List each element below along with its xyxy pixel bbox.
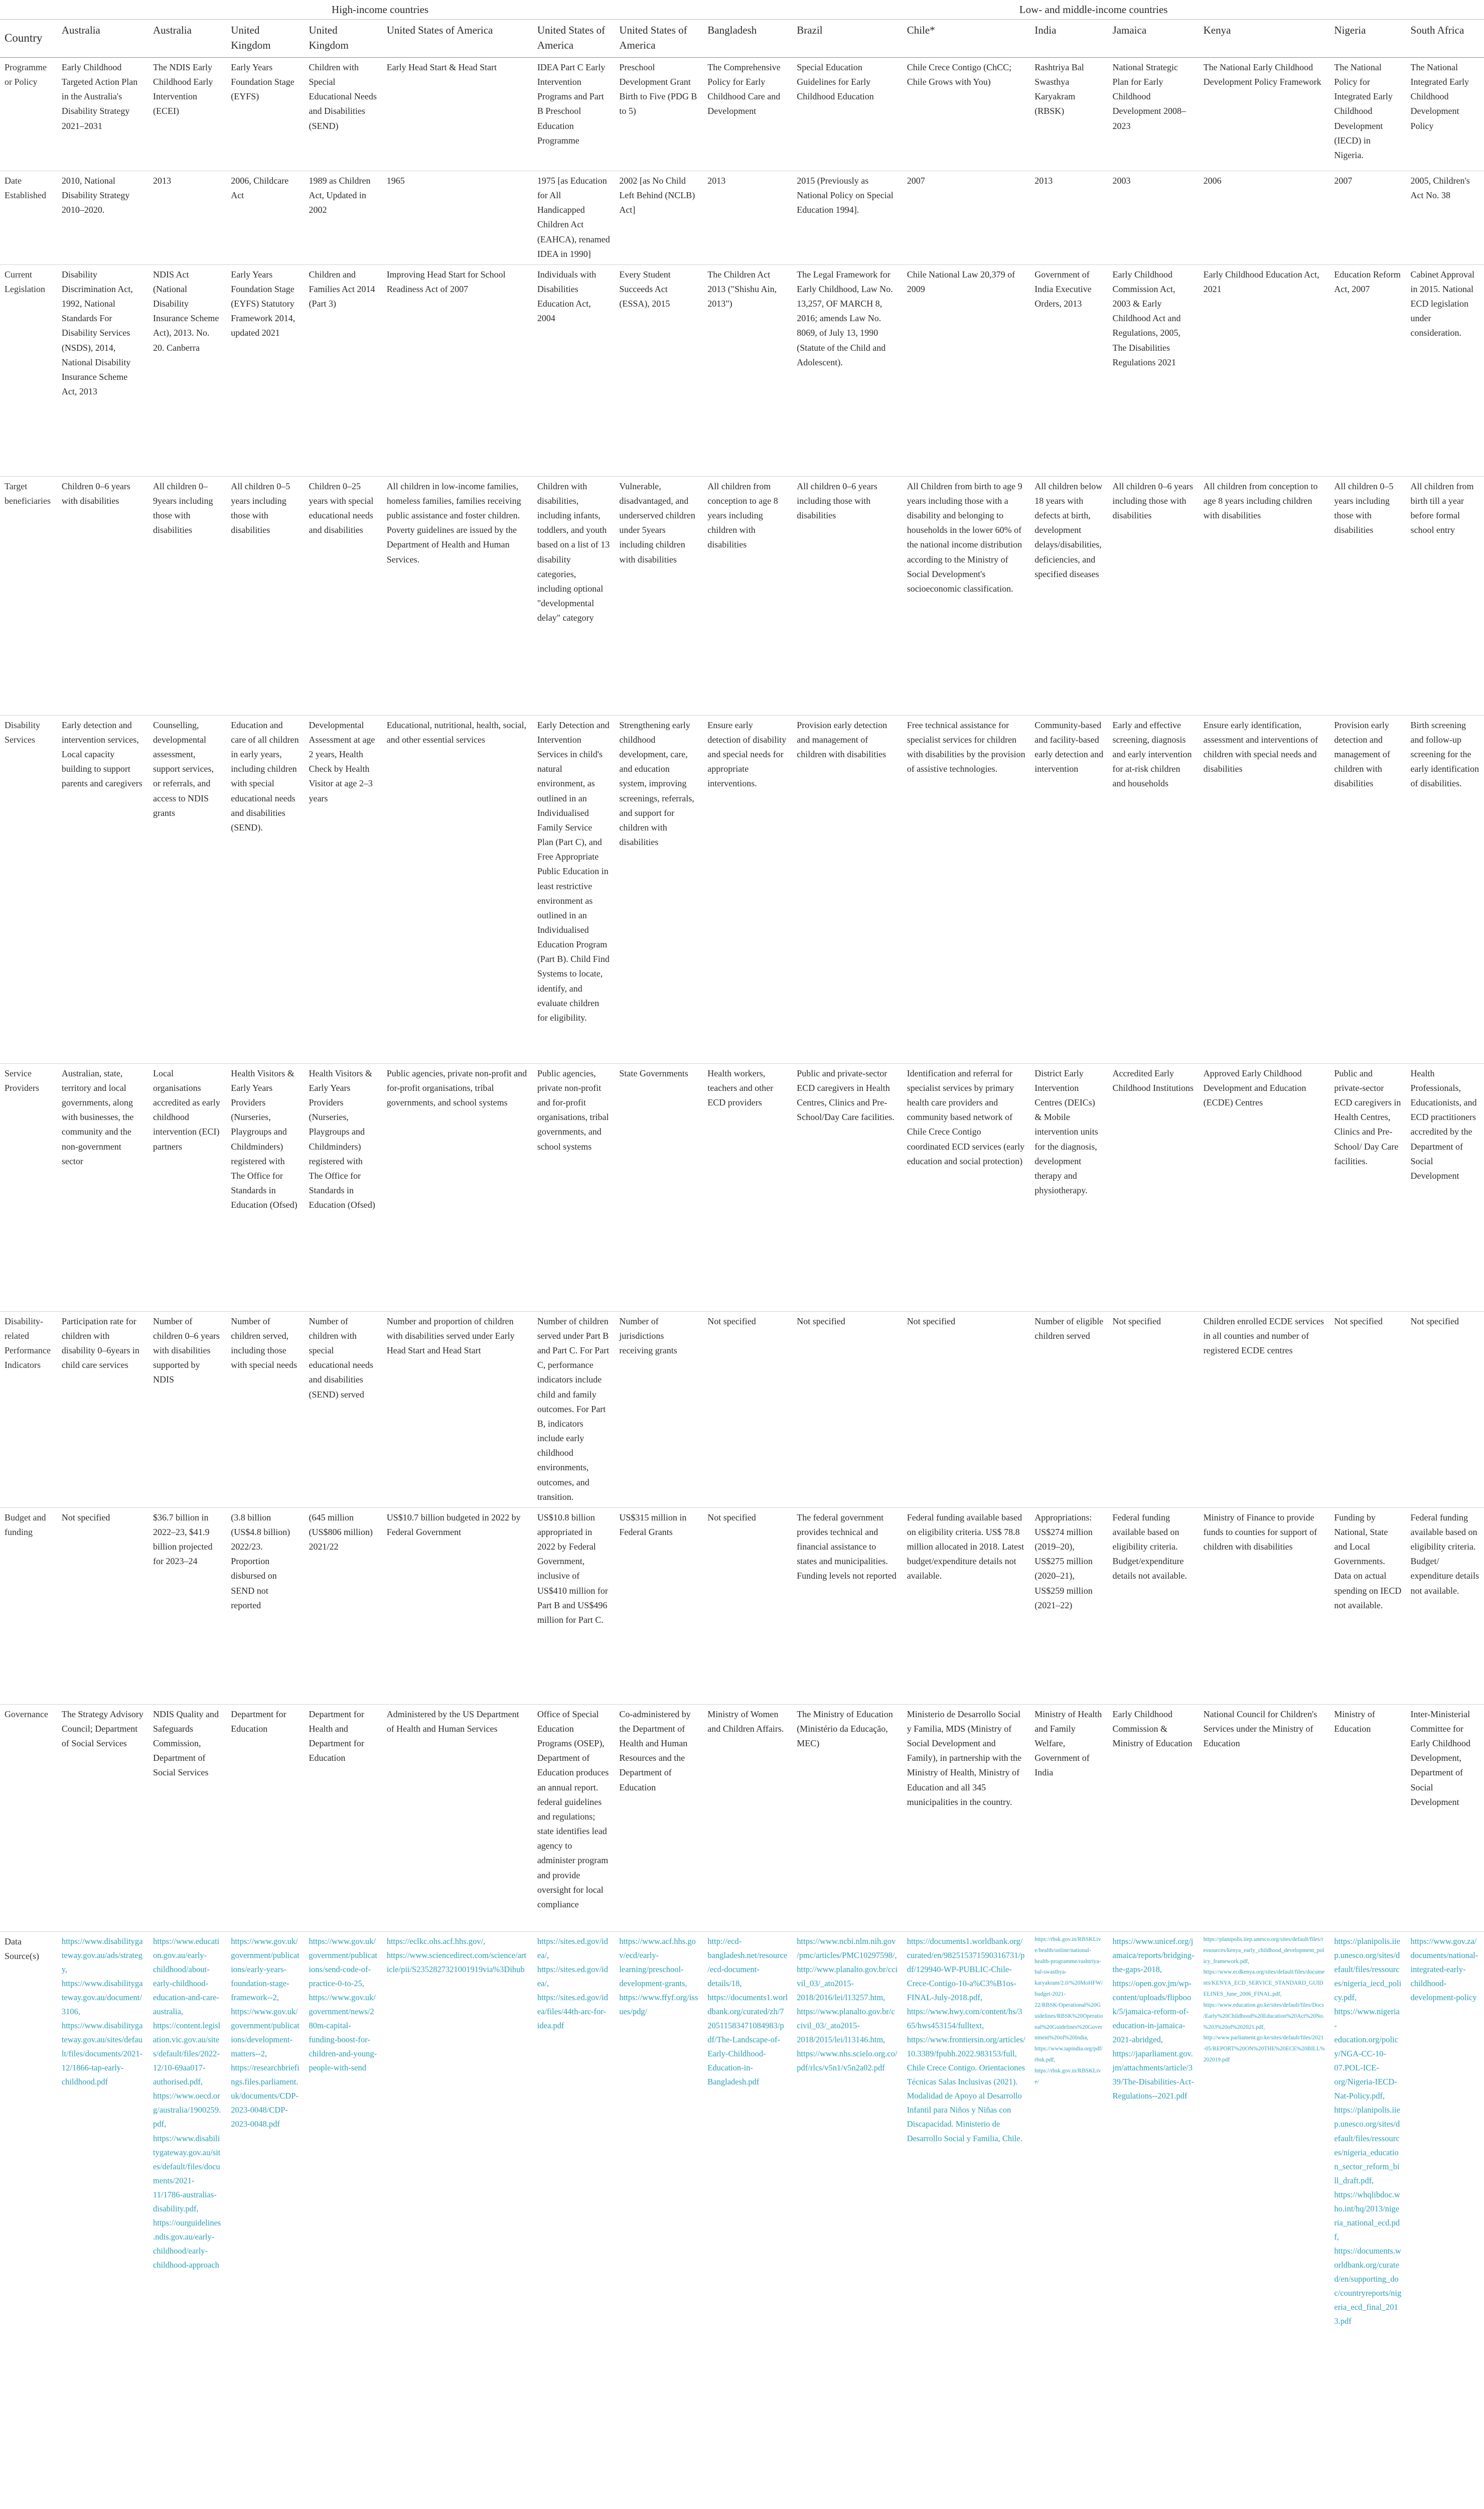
column-header: South Africa [1406, 20, 1484, 58]
table-cell: Strengthening early childhood development, care, and education system, improving screenings, referrals, and support for children with disabilities [615, 715, 703, 1063]
table-cell: Public and private-sector ECD caregivers in Health Centres, Clinics and Pre-School/Day Care facilities. [792, 1063, 902, 1311]
table-cell: Early Childhood Commission Act, 2003 & Early Childhood Act and Regulations, 2005, The Disabilities Regulations 2021 [1108, 264, 1199, 476]
source-links-cell[interactable]: https://www.gov.za/documents/national-integrated-early-childhood-development-policy [1406, 1931, 1484, 2509]
column-header: Australia [57, 20, 149, 58]
table-cell: Vulnerable, disadvantaged, and underserved children under 5years including children with disabilities [615, 476, 703, 715]
table-cell: Early detection and intervention services, Local capacity building to support parents and caregivers [57, 715, 149, 1063]
source-links-cell[interactable]: http://ecd-bangladesh.net/resource/ecd-document-details/18, https://documents1.worldbank.org/curated/zh/720511583471084983/pdf/The-Landscape-of-Early-Childhood-Education-in-Bangladesh.pdf [703, 1931, 792, 2509]
table-cell: US$315 million in Federal Grants [615, 1507, 703, 1704]
column-header: Kenya [1199, 20, 1330, 58]
table-row [0, 1931, 1484, 2509]
table-cell: Government of India Executive Orders, 2013 [1030, 264, 1108, 476]
table-cell: Appropriations: US$274 million (2019–20), US$275 million (2020–21), US$259 million (2021–22) [1030, 1507, 1108, 1704]
table-cell: All children 0–9years including those with disabilities [149, 476, 226, 715]
table-cell: 1975 [as Education for All Handicapped Children Act (EAHCA), renamed IDEA in 1990] [533, 171, 615, 264]
table-cell: Funding by National, State and Local Governments. Data on actual spending on IECD not available. [1329, 1507, 1406, 1704]
table-cell: 2007 [1329, 171, 1406, 264]
table-row [0, 1063, 1484, 1311]
table-cell: Not specified [792, 1311, 902, 1507]
table-cell: Public agencies, private non-profit and for-profit organisations, tribal governments, and school systems [533, 1063, 615, 1311]
table-cell: Children with disabilities, including infants, toddlers, and youth based on a list of 13 disability categories, including optional "developmental delay" category [533, 476, 615, 715]
table-cell: Administered by the US Department of Health and Human Services [382, 1704, 533, 1931]
row-label: Data Source(s) [0, 1931, 57, 2509]
table-cell: Australian, state, territory and local governments, along with businesses, the community and the non-government sector [57, 1063, 149, 1311]
table-cell: Children and Families Act 2014 (Part 3) [304, 264, 382, 476]
row-label: Budget and funding [0, 1507, 57, 1704]
table-row [0, 476, 1484, 715]
table-cell: Department for Health and Department for Education [304, 1704, 382, 1931]
table-cell: Education Reform Act, 2007 [1329, 264, 1406, 476]
table-cell: Not specified [1406, 1311, 1484, 1507]
table-cell: Early Detection and Intervention Services in child's natural environment, as outlined in an Individualised Family Service Plan (Part C), and Free Appropriate Public Education in least restrictive environment as outlined in an Individualised Education Program (Part B). Child Find Systems to locate, identify, and evaluate children for eligibility. [533, 715, 615, 1063]
table-cell: Chile Crece Contigo (ChCC; Chile Grows with You) [903, 57, 1030, 171]
table-cell: District Early Intervention Centres (DEICs) & Mobile intervention units for the diagnosis, development therapy and physiotherapy. [1030, 1063, 1108, 1311]
table-cell: (3.8 billion (US$4.8 billion) 2022/23. Proportion disbursed on SEND not reported [226, 1507, 304, 1704]
table-cell: All children 0–5 years including those with disabilities [1329, 476, 1406, 715]
table-cell: Children with Special Educational Needs and Disabilities (SEND) [304, 57, 382, 171]
table-cell: Health workers, teachers and other ECD providers [703, 1063, 792, 1311]
table-cell: Provision early detection and management of children with disabilities [1329, 715, 1406, 1063]
column-header: United States of America [382, 20, 533, 58]
table-cell: Number of children served under Part B and Part C. For Part C, performance indicators include child and family outcomes. For Part B, indicators include early childhood environments, outcomes, and transition. [533, 1311, 615, 1507]
row-label: Date Established [0, 171, 57, 264]
table-cell: Number of children served, including those with special needs [226, 1311, 304, 1507]
table-cell: Number and proportion of children with disabilities served under Early Head Start and Head Start [382, 1311, 533, 1507]
table-cell: Early Childhood Commission & Ministry of Education [1108, 1704, 1199, 1931]
table-row [0, 715, 1484, 1063]
row-label: Programme or Policy [0, 57, 57, 171]
table-cell: All children in low-income families, homeless families, families receiving public assistance and foster children. Poverty guidelines are issued by the Department of Health and Human Services. [382, 476, 533, 715]
source-links-cell[interactable]: https://sites.ed.gov/idea/, https://sites.ed.gov/idea/, https://sites.ed.gov/idea/files/44th-arc-for-idea.pdf [533, 1931, 615, 2509]
table-cell: The Children Act 2013 ("Shishu Ain, 2013") [703, 264, 792, 476]
source-links-cell[interactable]: https://www.acf.hhs.gov/ecd/early-learning/preschool-development-grants, https://www.ffyf.org/issues/pdg/ [615, 1931, 703, 2509]
column-header: Nigeria [1329, 20, 1406, 58]
table-cell: Individuals with Disabilities Education Act, 2004 [533, 264, 615, 476]
table-cell: Health Visitors & Early Years Providers (Nurseries, Playgroups and Childminders) registered with The Office for Standards in Education (Ofsed) [226, 1063, 304, 1311]
table-cell: Number of eligible children served [1030, 1311, 1108, 1507]
table-cell: Not specified [1108, 1311, 1199, 1507]
row-label: Current Legislation [0, 264, 57, 476]
table-cell: Disability Discrimination Act, 1992, National Standards For Disability Services (NSDS), 2014, National Disability Insurance Scheme Act, 2013 [57, 264, 149, 476]
source-links-cell[interactable]: https://planipolis.iiep.unesco.org/sites/default/files/ressources/nigeria_iecd_policy.pdf, https://www.nigeria-education.org/policy/NGA-CC-10-07.POL-ICE-org/Nigeria-IECD-Nat-Policy.pdf, https://planipolis.iiep.unesco.org/sites/default/files/ressources/nigeria_education_sector_reform_bill_draft.pdf, https://whqlibdoc.who.int/hq/2013/nigeria_national_ecd.pdf, https://documents.worldbank.org/curated/en/supporting_doc/countryreports/nigeria_ecd_final_2013.pdf [1329, 1931, 1406, 2509]
table-cell: 2013 [1030, 171, 1108, 264]
row-label: Disability-related Performance Indicators [0, 1311, 57, 1507]
table-cell: IDEA Part C Early Intervention Programs and Part B Preschool Education Programme [533, 57, 615, 171]
table-row [0, 1311, 1484, 1507]
table-cell: 2003 [1108, 171, 1199, 264]
row-label: Target beneficiaries [0, 476, 57, 715]
table-cell: The National Integrated Early Childhood Development Policy [1406, 57, 1484, 171]
column-header: India [1030, 20, 1108, 58]
table-row [0, 1507, 1484, 1704]
table-cell: The Comprehensive Policy for Early Childhood Care and Development [703, 57, 792, 171]
table-cell: All children from conception to age 8 years including children with disabilities [1199, 476, 1330, 715]
table-cell: Local organisations accredited as early childhood intervention (ECI) partners [149, 1063, 226, 1311]
table-cell: 2006 [1199, 171, 1330, 264]
table-row [0, 1704, 1484, 1931]
table-cell: NDIS Act (National Disability Insurance Scheme Act), 2013. No. 20. Canberra [149, 264, 226, 476]
source-links-cell[interactable]: https://documents1.worldbank.org/curated/en/982515371590316731/pdf/129940-WP-PUBLIC-Chile-Crece-Contigo-10-a%C3%B1os-FINAL-July-2018.pdf, https://www.hwy.com/content/hs/365/hws453154/fulltext, https://www.frontiersin.org/articles/10.3389/fpubh.2022.983153/full, Chile Crece Contigo. Orientaciones Técnicas Salas Inclusivas (2021). Modalidad de Apoyo al Desarrollo Infantil para Niños y Niñas con Discapacidad. Ministerio de Desarrollo Social y Familia, Chile. [903, 1931, 1030, 2509]
table-cell: Federal funding available based on eligibility criteria. Budget/ expenditure details not available. [1406, 1507, 1484, 1704]
table-cell: $36.7 billion in 2022–23, $41.9 billion projected for 2023–24 [149, 1507, 226, 1704]
table-cell: Ministry of Women and Children Affairs. [703, 1704, 792, 1931]
source-links-cell[interactable]: https://www.gov.uk/government/publications/early-years-foundation-stage-framework--2, https://www.gov.uk/government/publications/development-matters--2, https://researchbriefings.files.parliament.uk/documents/CDP-2023-0048/CDP-2023-0048.pdf [226, 1931, 304, 2509]
table-cell: Ministry of Health and Family Welfare, Government of India [1030, 1704, 1108, 1931]
table-cell: The NDIS Early Childhood Early Intervention (ECEI) [149, 57, 226, 171]
table-cell: Early and effective screening, diagnosis and early intervention for at-risk children and households [1108, 715, 1199, 1063]
table-cell: Not specified [703, 1507, 792, 1704]
source-links-cell[interactable]: https://planipolis.iiep.unesco.org/sites/default/files/ressources/kenya_early_childhood_development_policy_framework.pdf, https://www.ecdkenya.org/sites/default/files/documents/KENYA_ECD_SERVICE_STANDARD_GUIDELINES_June_2006_FINAL.pdf, https://www.education.go.ke/sites/default/files/Docs/Early%20Childhood%20Education%20Act%20No.%203%20of%202021.pdf, http://www.parliament.go.ke/sites/default/files/2021-05/REPORT%20ON%20THE%20ECE%20BILL%202019.pdf [1199, 1931, 1330, 2509]
table-cell: Improving Head Start for School Readiness Act of 2007 [382, 264, 533, 476]
table-cell: Office of Special Education Programs (OSEP), Department of Education produces an annual report. federal guidelines and regulations; state identifies lead agency to administer program and provide oversight for local compliance [533, 1704, 615, 1931]
table-cell: National Strategic Plan for Early Childhood Development 2008–2023 [1108, 57, 1199, 171]
table-cell: Approved Early Childhood Development and Education (ECDE) Centres [1199, 1063, 1330, 1311]
table-cell: Every Student Succeeds Act (ESSA), 2015 [615, 264, 703, 476]
table-cell: Chile National Law 20,379 of 2009 [903, 264, 1030, 476]
table-cell: Preschool Development Grant Birth to Five (PDG B to 5) [615, 57, 703, 171]
table-cell: All children from conception to age 8 years including children with disabilities [703, 476, 792, 715]
table-row [0, 264, 1484, 476]
column-header: Bangladesh [703, 20, 792, 58]
table-cell: US$10.8 billion appropriated in 2022 by Federal Government, inclusive of US$410 million for Part B and US$496 million for Part C. [533, 1507, 615, 1704]
table-cell: Ensure early detection of disability and special needs for appropriate interventions. [703, 715, 792, 1063]
column-header: Jamaica [1108, 20, 1199, 58]
table-cell: Not specified [1329, 1311, 1406, 1507]
table-cell: Ensure early identification, assessment and interventions of children with special needs and disabilities [1199, 715, 1330, 1063]
table-cell: Education and care of all children in early years, including children with special educational needs and disabilities (SEND). [226, 715, 304, 1063]
group-blank [0, 0, 57, 20]
table-cell: The National Early Childhood Development Policy Framework [1199, 57, 1330, 171]
table-cell: Department for Education [226, 1704, 304, 1931]
source-links-cell[interactable]: https://www.unicef.org/jamaica/reports/bridging-the-gaps-2018, https://open.gov.jm/wp-content/uploads/flipbook/5/jamaica-reform-of-education-in-jamaica-2021-abridged, https://japarliament.gov.jm/attachments/article/339/The-Disabilities-Act-Regulations--2021.pdf [1108, 1931, 1199, 2509]
table-cell: 2010, National Disability Strategy 2010–2020. [57, 171, 149, 264]
table-cell: 2013 [149, 171, 226, 264]
table-row [0, 57, 1484, 171]
table-cell: Identification and referral for specialist services by primary health care providers and community based network of Chile Crece Contigo coordinated ECD services (early education and social protection) [903, 1063, 1030, 1311]
table-cell: Public and private-sector ECD caregivers in Health Centres, Clinics and Pre- School/ Day Care facilities. [1329, 1063, 1406, 1311]
source-links-cell[interactable]: https://eclkc.ohs.acf.hhs.gov/, https://www.sciencedirect.com/science/article/pii/S2352827321001919via%3Dihub [382, 1931, 533, 2509]
column-header-row [0, 20, 1484, 58]
table-cell: Ministerio de Desarrollo Social y Familia, MDS (Ministry of Social Development and Family), in partnership with the Ministry of Health, Ministry of Education and all 345 municipalities in the country. [903, 1704, 1030, 1931]
column-header: Brazil [792, 20, 902, 58]
source-links-cell[interactable]: https://www.gov.uk/government/publications/send-code-of-practice-0-to-25, https://www.gov.uk/government/news/280m-capital-funding-boost-for-children-and-young-people-with-send [304, 1931, 382, 2509]
table-cell: The Ministry of Education (Ministério da Educação, MEC) [792, 1704, 902, 1931]
table-cell: All children 0–5 years including those with disabilities [226, 476, 304, 715]
column-header: Chile* [903, 20, 1030, 58]
table-row [0, 171, 1484, 264]
table-cell: Co-administered by the Department of Health and Human Resources and the Department of Education [615, 1704, 703, 1931]
table-cell: Free technical assistance for specialist services for children with disabilities by the provision of assistive technologies. [903, 715, 1030, 1063]
table-cell: Early Years Foundation Stage (EYFS) [226, 57, 304, 171]
table-body [0, 57, 1484, 2509]
source-links-cell[interactable]: https://rbsk.gov.in/RBSKLive/health/online/national-health-programme/rashtriya-bal-swasthya-karyakram/2.0/%20MoHFW/budget-2021-22/RBSK/Operational%20Guidelines/RBSK%20Operational%20Guidelines%20Government%20of%20India, https://www.iapindia.org/pdf/rbsk.pdf, https://rbsk.gov.in/RBSKLive/ [1030, 1931, 1108, 2509]
table-cell: National Council for Children's Services under the Ministry of Education [1199, 1704, 1330, 1931]
table-cell: The federal government provides technical and financial assistance to states and municipalities. Funding levels not reported [792, 1507, 902, 1704]
table-cell: (645 million (US$806 million) 2021/22 [304, 1507, 382, 1704]
table-cell: All children below 18 years with defects at birth, development delays/disabilities, deficiencies, and specified diseases [1030, 476, 1108, 715]
table-cell: Number of children 0–6 years with disabilities supported by NDIS [149, 1311, 226, 1507]
group-header-row [0, 0, 1484, 20]
table-cell: Early Childhood Targeted Action Plan in the Australia's Disability Strategy 2021–2031 [57, 57, 149, 171]
row-label: Disability Services [0, 715, 57, 1063]
row-label: Service Providers [0, 1063, 57, 1311]
table-cell: Not specified [703, 1311, 792, 1507]
table-cell: All children 0–6 years including those with disabilities [1108, 476, 1199, 715]
table-cell: Number of children with special educational needs and disabilities (SEND) served [304, 1311, 382, 1507]
table-cell: Rashtriya Bal Swasthya Karyakram (RBSK) [1030, 57, 1108, 171]
table-cell: Early Childhood Education Act, 2021 [1199, 264, 1330, 476]
table-cell: Birth screening and follow-up screening for the early identification of disabilities. [1406, 715, 1484, 1063]
table-cell: Educational, nutritional, health, social, and other essential services [382, 715, 533, 1063]
column-header: United Kingdom [304, 20, 382, 58]
table-cell: 2005, Children's Act No. 38 [1406, 171, 1484, 264]
source-links-cell[interactable]: https://www.ncbi.nlm.nih.gov/pmc/articles/PMC10297598/, http://www.planalto.gov.br/ccivil_03/_ato2015-2018/2016/lei/l13257.htm, https://www.planalto.gov.br/ccivil_03/_ato2015-2018/2015/lei/l13146.htm, https://www.nhs.scielo.org.co/pdf/rlcs/v5n1/v5n2a02.pdf [792, 1931, 902, 2509]
column-header-country: Country [0, 20, 57, 58]
table-cell: Not specified [57, 1507, 149, 1704]
table-cell: Early Years Foundation Stage (EYFS) Statutory Framework 2014, updated 2021 [226, 264, 304, 476]
table-cell: Federal funding available based on eligibility criteria. US$ 78.8 million allocated in 2018. Latest budget/expenditure details not available. [903, 1507, 1030, 1704]
table-cell: Number of jurisdictions receiving grants [615, 1311, 703, 1507]
table-cell: Health Professionals, Educationists, and ECD practitioners accredited by the Department of Social Development [1406, 1063, 1484, 1311]
table-cell: All Children from birth to age 9 years including those with a disability and belonging to households in the lower 60% of the national income distribution according to the Ministry of Social Development's socioeconomic classification. [903, 476, 1030, 715]
table-cell: Special Education Guidelines for Early Childhood Education [792, 57, 902, 171]
table-cell: All children from birth till a year before formal school entry [1406, 476, 1484, 715]
table-cell: Children enrolled ECDE services in all counties and number of registered ECDE centres [1199, 1311, 1330, 1507]
table-cell: Accredited Early Childhood Institutions [1108, 1063, 1199, 1311]
table-cell: 2007 [903, 171, 1030, 264]
table-cell: NDIS Quality and Safeguards Commission, Department of Social Services [149, 1704, 226, 1931]
table-cell: Public agencies, private non-profit and for-profit organisations, tribal governments, and school systems [382, 1063, 533, 1311]
table-cell: 2002 [as No Child Left Behind (NCLB) Act] [615, 171, 703, 264]
table-cell: 2006, Childcare Act [226, 171, 304, 264]
table-cell: Not specified [903, 1311, 1030, 1507]
table-cell: All children 0–6 years including those with disabilities [792, 476, 902, 715]
group-low-middle-income: Low- and middle-income countries [703, 0, 1484, 20]
table-cell: Ministry of Education [1329, 1704, 1406, 1931]
table-cell: Children 0–6 years with disabilities [57, 476, 149, 715]
group-high-income: High-income countries [57, 0, 703, 20]
table-cell: The National Policy for Integrated Early Childhood Development (IECD) in Nigeria. [1329, 57, 1406, 171]
table-cell: 2015 (Previously as National Policy on Special Education 1994]. [792, 171, 902, 264]
table-cell: The Strategy Advisory Council; Department of Social Services [57, 1704, 149, 1931]
table-cell: Provision early detection and management of children with disabilities [792, 715, 902, 1063]
table-cell: Federal funding available based on eligibility criteria. Budget/expenditure details not available. [1108, 1507, 1199, 1704]
table-cell: Developmental Assessment at age 2 years, Health Check by Health Visitor at age 2–3 years [304, 715, 382, 1063]
row-label: Governance [0, 1704, 57, 1931]
column-header: United States of America [615, 20, 703, 58]
table-cell: Participation rate for children with disability 0–6years in child care services [57, 1311, 149, 1507]
table-cell: 1965 [382, 171, 533, 264]
table-cell: The Legal Framework for Early Childhood, Law No. 13,257, OF MARCH 8, 2016; amends Law No. 8069, of July 13, 1990 (Statute of the Child and Adolescent). [792, 264, 902, 476]
table-cell: Children 0–25 years with special educational needs and disabilities [304, 476, 382, 715]
table-cell: Inter-Ministerial Committee for Early Childhood Development, Department of Social Development [1406, 1704, 1484, 1931]
table-cell: Counselling, developmental assessment, support services, or referrals, and access to NDIS grants [149, 715, 226, 1063]
column-header: Australia [149, 20, 226, 58]
column-header: United Kingdom [226, 20, 304, 58]
table-cell: 1989 as Children Act, Updated in 2002 [304, 171, 382, 264]
table-cell: US$10.7 billion budgeted in 2022 by Federal Government [382, 1507, 533, 1704]
table-cell: Cabinet Approval in 2015. National ECD legislation under consideration. [1406, 264, 1484, 476]
table-cell: State Governments [615, 1063, 703, 1311]
source-links-cell[interactable]: https://www.disabilitygateway.gov.au/ads/strategy, https://www.disabilitygateway.gov.au/document/3106, https://www.disabilitygateway.gov.au/sites/default/files/documents/2021-12/1866-tap-early-childhood.pdf [57, 1931, 149, 2509]
source-links-cell[interactable]: https://www.education.gov.au/early-childhood/about-early-childhood-education-and-care-australia, https://content.legislation.vic.gov.au/sites/default/files/2022-12/10-69aa017-authorised.pdf, https://www.oecd.org/australia/1900259.pdf, https://www.disabilitygateway.gov.au/sites/default/files/documents/2021-11/1786-australias-disability.pdf, https://ourguidelines.ndis.gov.au/early-childhood/early-childhood-approach [149, 1931, 226, 2509]
table-cell: Health Visitors & Early Years Providers (Nurseries, Playgroups and Childminders) registered with The Office for Standards in Education (Ofsed) [304, 1063, 382, 1311]
table-cell: 2013 [703, 171, 792, 264]
table-cell: Early Head Start & Head Start [382, 57, 533, 171]
table-cell: Ministry of Finance to provide funds to counties for support of children with disabilities [1199, 1507, 1330, 1704]
column-header: United States of America [533, 20, 615, 58]
table-cell: Community-based and facility-based early detection and intervention [1030, 715, 1108, 1063]
